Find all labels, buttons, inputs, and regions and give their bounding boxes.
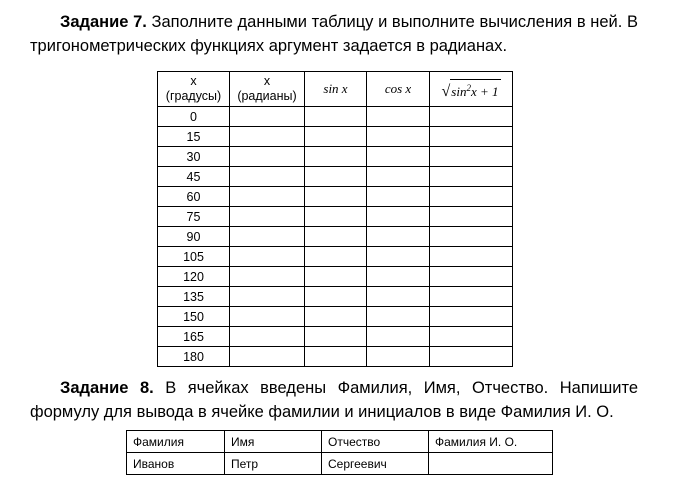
fio-header-row <box>127 431 553 453</box>
header-radians-var: x <box>263 74 271 88</box>
fio-header-result: Фамилия И. О. <box>429 431 553 453</box>
trig-table-row <box>158 207 513 227</box>
sqrt-formula <box>442 79 501 100</box>
trig-table-row <box>158 107 513 127</box>
cell-degrees: 45 <box>158 167 230 187</box>
cell-cos[interactable] <box>367 167 430 187</box>
fio-header-patronymic: Отчество <box>322 431 429 453</box>
cell-sin[interactable] <box>305 267 367 287</box>
fio-cell-name[interactable]: Петр <box>225 453 322 475</box>
header-degrees <box>158 72 230 107</box>
cell-cos[interactable] <box>367 287 430 307</box>
fio-cell-patronymic[interactable]: Сергеевич <box>322 453 429 475</box>
cell-sin[interactable] <box>305 207 367 227</box>
cell-sin[interactable] <box>305 127 367 147</box>
cell-degrees: 0 <box>158 107 230 127</box>
cell-degrees: 30 <box>158 147 230 167</box>
trig-table-row <box>158 327 513 347</box>
cell-degrees: 105 <box>158 247 230 267</box>
header-sqrt-formula <box>430 72 513 107</box>
header-radians-unit: (радианы) <box>237 89 297 103</box>
cell-sin[interactable] <box>305 227 367 247</box>
cell-sin[interactable] <box>305 327 367 347</box>
cell-sin[interactable] <box>305 247 367 267</box>
task-8-paragraph <box>30 376 638 424</box>
cell-cos[interactable] <box>367 207 430 227</box>
cell-radians[interactable] <box>230 247 305 267</box>
radicand-sin: sin <box>451 83 467 99</box>
cell-radians[interactable] <box>230 147 305 167</box>
cell-radians[interactable] <box>230 207 305 227</box>
fio-cell-result[interactable] <box>429 453 553 475</box>
trig-table-header-row <box>158 72 513 107</box>
trig-table-row <box>158 307 513 327</box>
trig-table-row <box>158 147 513 167</box>
cell-sin[interactable] <box>305 347 367 367</box>
fio-header-name: Имя <box>225 431 322 453</box>
trig-table-row <box>158 127 513 147</box>
cell-degrees: 135 <box>158 287 230 307</box>
task-7-text: Заполните данными таблицу и выполните вычисления в ней. В тригонометрических функциях аргумент задается в радианах. <box>30 13 638 55</box>
cell-degrees: 75 <box>158 207 230 227</box>
cell-sqrt[interactable] <box>430 307 513 327</box>
cell-sin[interactable] <box>305 307 367 327</box>
cell-radians[interactable] <box>230 267 305 287</box>
trig-table <box>157 71 513 367</box>
fio-header-surname: Фамилия <box>127 431 225 453</box>
sqrt-sign: √ <box>441 82 451 100</box>
cell-degrees: 90 <box>158 227 230 247</box>
cell-cos[interactable] <box>367 147 430 167</box>
cell-cos[interactable] <box>367 267 430 287</box>
cell-sin[interactable] <box>305 187 367 207</box>
cell-cos[interactable] <box>367 247 430 267</box>
fio-table <box>126 430 553 475</box>
cell-sqrt[interactable] <box>430 167 513 187</box>
cell-sin[interactable] <box>305 107 367 127</box>
radicand-exponent: 2 <box>466 82 471 93</box>
fio-cell-surname[interactable]: Иванов <box>127 453 225 475</box>
trig-table-row <box>158 347 513 367</box>
cell-radians[interactable] <box>230 167 305 187</box>
cell-sqrt[interactable] <box>430 127 513 147</box>
cell-radians[interactable] <box>230 327 305 347</box>
cell-radians[interactable] <box>230 127 305 147</box>
cell-sin[interactable] <box>305 287 367 307</box>
trig-table-row <box>158 247 513 267</box>
cell-cos[interactable] <box>367 187 430 207</box>
cell-cos[interactable] <box>367 307 430 327</box>
cell-sqrt[interactable] <box>430 247 513 267</box>
cell-cos[interactable] <box>367 347 430 367</box>
radicand-rest: x + 1 <box>470 83 499 99</box>
cell-degrees: 60 <box>158 187 230 207</box>
cell-cos[interactable] <box>367 227 430 247</box>
cell-cos[interactable] <box>367 107 430 127</box>
trig-table-row <box>158 287 513 307</box>
trig-table-row <box>158 267 513 287</box>
task-8-label: Задание 8. <box>60 379 154 397</box>
task-7-label: Задание 7. <box>60 13 147 31</box>
cell-sqrt[interactable] <box>430 147 513 167</box>
cell-radians[interactable] <box>230 347 305 367</box>
cell-sin[interactable] <box>305 147 367 167</box>
header-sin <box>305 72 367 107</box>
cell-sqrt[interactable] <box>430 207 513 227</box>
cell-cos[interactable] <box>367 127 430 147</box>
cell-radians[interactable] <box>230 227 305 247</box>
task-7-paragraph <box>30 10 638 58</box>
radicand <box>450 79 500 100</box>
cell-degrees: 15 <box>158 127 230 147</box>
cell-degrees: 150 <box>158 307 230 327</box>
cell-sqrt[interactable] <box>430 347 513 367</box>
cell-sqrt[interactable] <box>430 327 513 347</box>
cell-radians[interactable] <box>230 107 305 127</box>
cell-cos[interactable] <box>367 327 430 347</box>
header-cos <box>367 72 430 107</box>
cell-sin[interactable] <box>305 167 367 187</box>
header-degrees-var: x <box>190 74 197 88</box>
cell-radians[interactable] <box>230 287 305 307</box>
cell-sqrt[interactable] <box>430 267 513 287</box>
cell-degrees: 180 <box>158 347 230 367</box>
fio-data-row <box>127 453 553 475</box>
cell-sqrt[interactable] <box>430 107 513 127</box>
cell-radians[interactable] <box>230 307 305 327</box>
trig-table-row <box>158 187 513 207</box>
cell-radians[interactable] <box>230 187 305 207</box>
cell-sqrt[interactable] <box>430 227 513 247</box>
header-cos-text: cos x <box>384 81 412 96</box>
trig-table-row <box>158 227 513 247</box>
header-sin-text: sin x <box>323 81 348 96</box>
header-degrees-unit: (градусы) <box>165 89 222 103</box>
cell-degrees: 120 <box>158 267 230 287</box>
cell-degrees: 165 <box>158 327 230 347</box>
trig-table-row <box>158 167 513 187</box>
cell-sqrt[interactable] <box>430 187 513 207</box>
task-8-text: В ячейках введены Фамилия, Имя, Отчество. Напишите формулу для вывода в ячейке фамилии и инициалов в виде Фамилия И. О. <box>30 379 639 421</box>
cell-sqrt[interactable] <box>430 287 513 307</box>
trig-table-body <box>158 107 513 367</box>
header-radians <box>230 72 305 107</box>
